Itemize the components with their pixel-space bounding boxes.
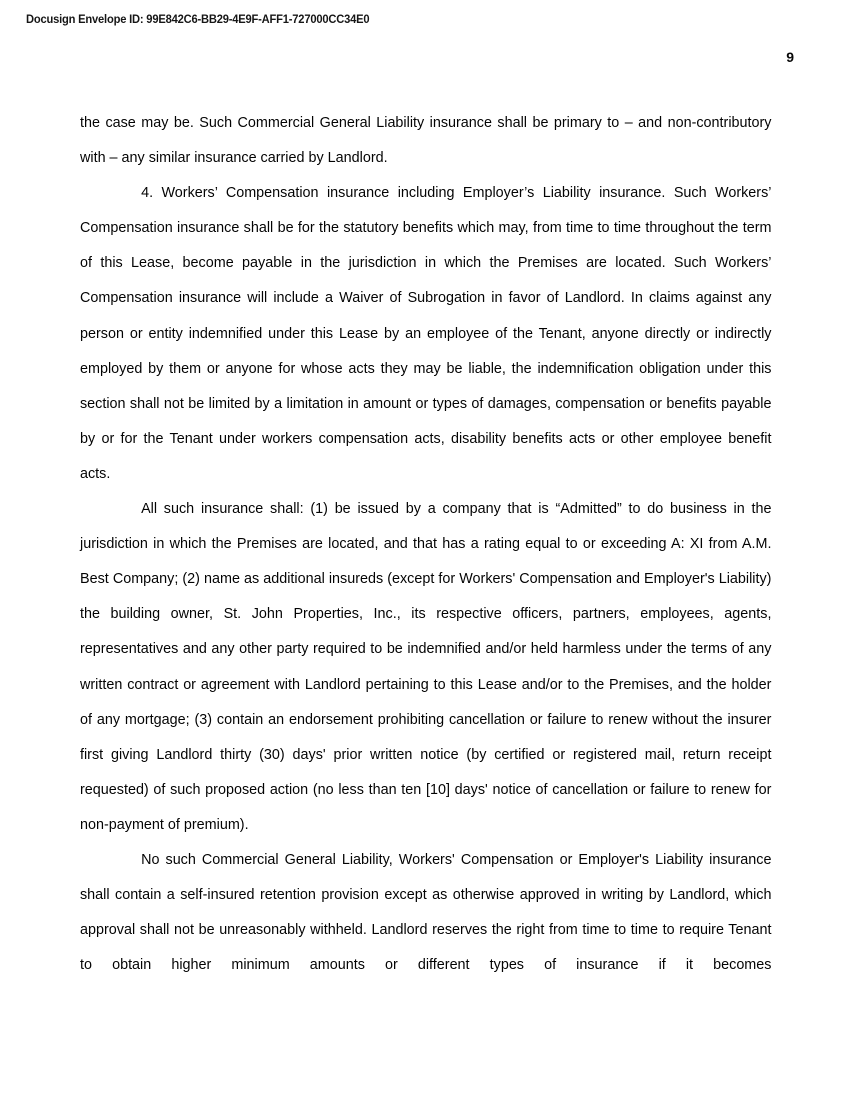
paragraph-item-4-workers-comp: 4. Workers’ Compensation insurance including Employer’s Liability insurance. Such Workers’ Compensation insurance shall be for the statutory benefits which may, from time to time throughout the term of this Lease, become payable in the jurisdiction in which the Premises are located. Such Workers’ Compensation insurance will include a Waiver of Subrogation in favor of Landlord. In claims against any person or entity indemnified under this Lease by an employee of the Tenant, anyone directly or indirectly employed by them or anyone for whose acts they may be liable, the indemnification obligation under this section shall not be limited by a limitation in amount or types of damages, compensation or benefits payable by or for the Tenant under workers compensation acts, disability benefits acts or other employee benefit acts.	[80, 185, 772, 482]
docusign-envelope-id-stamp: Docusign Envelope ID: 99E842C6-BB29-4E9F-AFF1-727000CC34E0	[26, 14, 370, 26]
paragraph-all-such-insurance: All such insurance shall: (1) be issued by a company that is “Admitted” to do business in the jurisdiction in which the Premises are located, and that has a rating equal to or exceeding A: XI from A.M. Best Company; (2) name as additional insureds (except for Workers' Compensation and Employer's Liability) the building owner, St. John Properties, Inc., its respective officers, partners, employees, agents, representatives and any other party required to be indemnified and/or held harmless under the terms of any written contract or agreement with Landlord pertaining to this Lease and/or to the Premises, and the holder of any mortgage; (3) contain an endorsement prohibiting cancellation or failure to renew without the insurer first giving Landlord thirty (30) days' prior written notice (by certified or registered mail, return receipt requested) of such proposed action (no less than ten [10] days' notice of cancellation or failure to renew for non-payment of premium).	[80, 501, 772, 833]
paragraph-continuation: the case may be. Such Commercial General Liability insurance shall be primary to – and non-contributory with – any similar insurance carried by Landlord.	[80, 115, 772, 167]
page-number: 9	[786, 49, 794, 65]
document-body	[80, 106, 782, 1018]
paragraph-no-such-commercial: No such Commercial General Liability, Workers' Compensation or Employer's Liability insurance shall contain a self-insured retention provision except as otherwise approved in writing by Landlord, which approval shall not be unreasonably withheld. Landlord reserves the right from time to time to require Tenant to obtain higher minimum amounts or different types of insurance if it becomes	[80, 851, 772, 974]
